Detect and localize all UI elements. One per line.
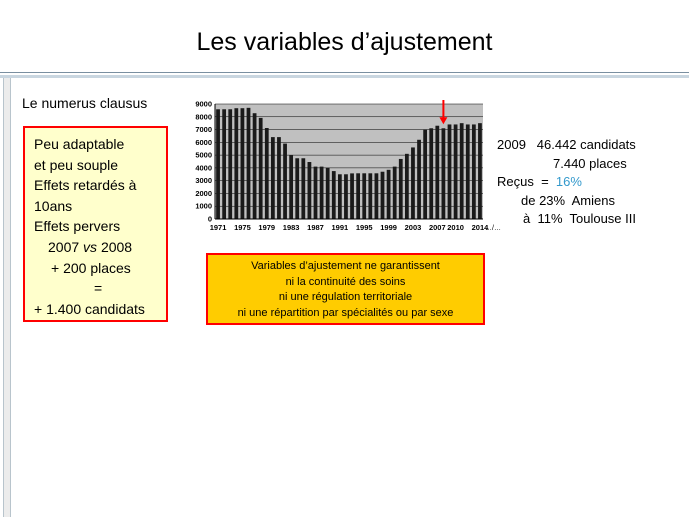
bar <box>393 167 397 219</box>
conclusion-line-4: ni une répartition par spécialités ou par sexe <box>237 306 454 319</box>
bar <box>216 109 220 219</box>
stats-places: 7.440 places <box>553 155 627 171</box>
bar <box>429 128 433 219</box>
bar <box>356 173 360 219</box>
slide-title: Les variables d’ajustement <box>196 28 493 56</box>
conclusion-line-2: ni la continuité des soins <box>285 275 406 288</box>
bar <box>362 173 366 219</box>
admission-stats <box>497 136 636 229</box>
bar <box>228 109 232 219</box>
bar <box>423 130 427 219</box>
x-tick-label: 2010 <box>447 223 464 232</box>
bar <box>350 173 354 219</box>
y-tick-label: 1000 <box>195 201 212 211</box>
box-line-equals: = <box>94 280 103 297</box>
x-tick-label: 2007 <box>428 223 446 232</box>
stats-recus-value: 16% <box>555 174 582 189</box>
y-tick-label: 3000 <box>195 176 212 186</box>
comparison-year-a: 2007 <box>48 238 80 255</box>
stats-recus-label: Reçus = <box>497 174 549 189</box>
box-line-places: + 200 places <box>51 259 131 276</box>
bar <box>460 123 464 219</box>
bar <box>448 124 452 219</box>
x-tick-label: 1983 <box>282 223 300 232</box>
x-tick-label: 1971 <box>209 223 227 232</box>
stats-toulouse: à 11% Toulouse III <box>523 211 636 226</box>
bar <box>265 128 269 219</box>
box-line-effets-retardes: Effets retardés à <box>34 177 137 194</box>
bar <box>277 137 281 219</box>
x-axis-continuation: …/… <box>485 225 501 232</box>
stats-year: 2009 <box>497 137 526 152</box>
bar <box>442 128 446 219</box>
x-tick-label: 1987 <box>307 223 324 232</box>
bar <box>222 109 226 219</box>
bar <box>368 173 372 219</box>
title-divider-band <box>0 75 689 78</box>
bar <box>295 158 299 219</box>
conclusion-box <box>206 253 485 325</box>
y-tick-label: 8000 <box>195 112 212 122</box>
bar <box>375 173 379 219</box>
y-tick-label: 9000 <box>195 99 212 109</box>
bar <box>344 174 348 219</box>
numerus-clausus-bar-chart <box>189 96 501 238</box>
bar <box>411 147 415 219</box>
characteristics-box <box>23 126 168 322</box>
bar <box>472 124 476 219</box>
x-tick-label: 1975 <box>234 223 251 232</box>
bar <box>381 172 385 219</box>
bar <box>234 108 238 219</box>
box-line-10ans: 10ans <box>34 197 73 214</box>
bar <box>247 108 251 219</box>
left-edge-bar <box>3 78 11 517</box>
stats-line-recus <box>497 173 636 192</box>
bar <box>332 171 336 219</box>
box-line-effets-pervers: Effets pervers <box>34 218 121 235</box>
bar <box>417 140 421 219</box>
x-tick-label: 1999 <box>380 223 397 232</box>
y-tick-label: 5000 <box>195 150 212 160</box>
slide-subtitle: Le numerus clausus <box>22 95 148 111</box>
x-tick-label: 2003 <box>404 223 422 232</box>
bar <box>241 108 245 219</box>
x-tick-label: 2014 <box>471 223 489 232</box>
bar <box>435 126 439 219</box>
box-line-souple: et peu souple <box>34 156 119 173</box>
bar <box>466 124 470 219</box>
comparison-versus: vs <box>83 238 98 255</box>
bar <box>301 158 305 219</box>
bar <box>454 124 458 219</box>
y-tick-label: 6000 <box>195 137 212 147</box>
bar <box>308 162 312 219</box>
box-line-comparison <box>34 237 166 258</box>
y-tick-label: 7000 <box>195 125 212 135</box>
y-tick-label: 2000 <box>195 188 212 198</box>
bar <box>320 167 324 219</box>
x-tick-label: 1979 <box>258 223 276 232</box>
stats-amiens: de 23% Amiens <box>521 192 615 208</box>
x-tick-label: 1991 <box>331 223 349 232</box>
bar <box>405 154 409 219</box>
x-tick-label: 1995 <box>355 223 373 232</box>
bar <box>338 174 342 219</box>
bar <box>399 159 403 219</box>
bar <box>259 118 263 219</box>
stats-candidates: 46.442 candidats <box>536 137 636 152</box>
box-line-candidates: + 1.400 candidats <box>34 300 145 317</box>
title-divider <box>0 72 689 73</box>
bar <box>271 137 275 219</box>
comparison-year-b: 2008 <box>100 238 133 255</box>
conclusion-line-3: ni une régulation territoriale <box>278 291 413 303</box>
conclusion-line-1: Variables d’ajustement ne garantissent <box>251 260 440 272</box>
y-tick-label: 4000 <box>195 163 212 173</box>
bar <box>478 123 482 219</box>
bar <box>253 113 257 219</box>
bar <box>314 167 318 219</box>
bar <box>283 144 287 219</box>
y-tick-label: 0 <box>207 214 212 224</box>
bar <box>289 155 293 219</box>
stats-line-year <box>497 136 636 155</box>
bar <box>326 168 330 219</box>
bar <box>387 170 391 219</box>
box-line-adaptable: Peu adaptable <box>34 136 125 152</box>
chart-plot-group <box>195 100 501 233</box>
